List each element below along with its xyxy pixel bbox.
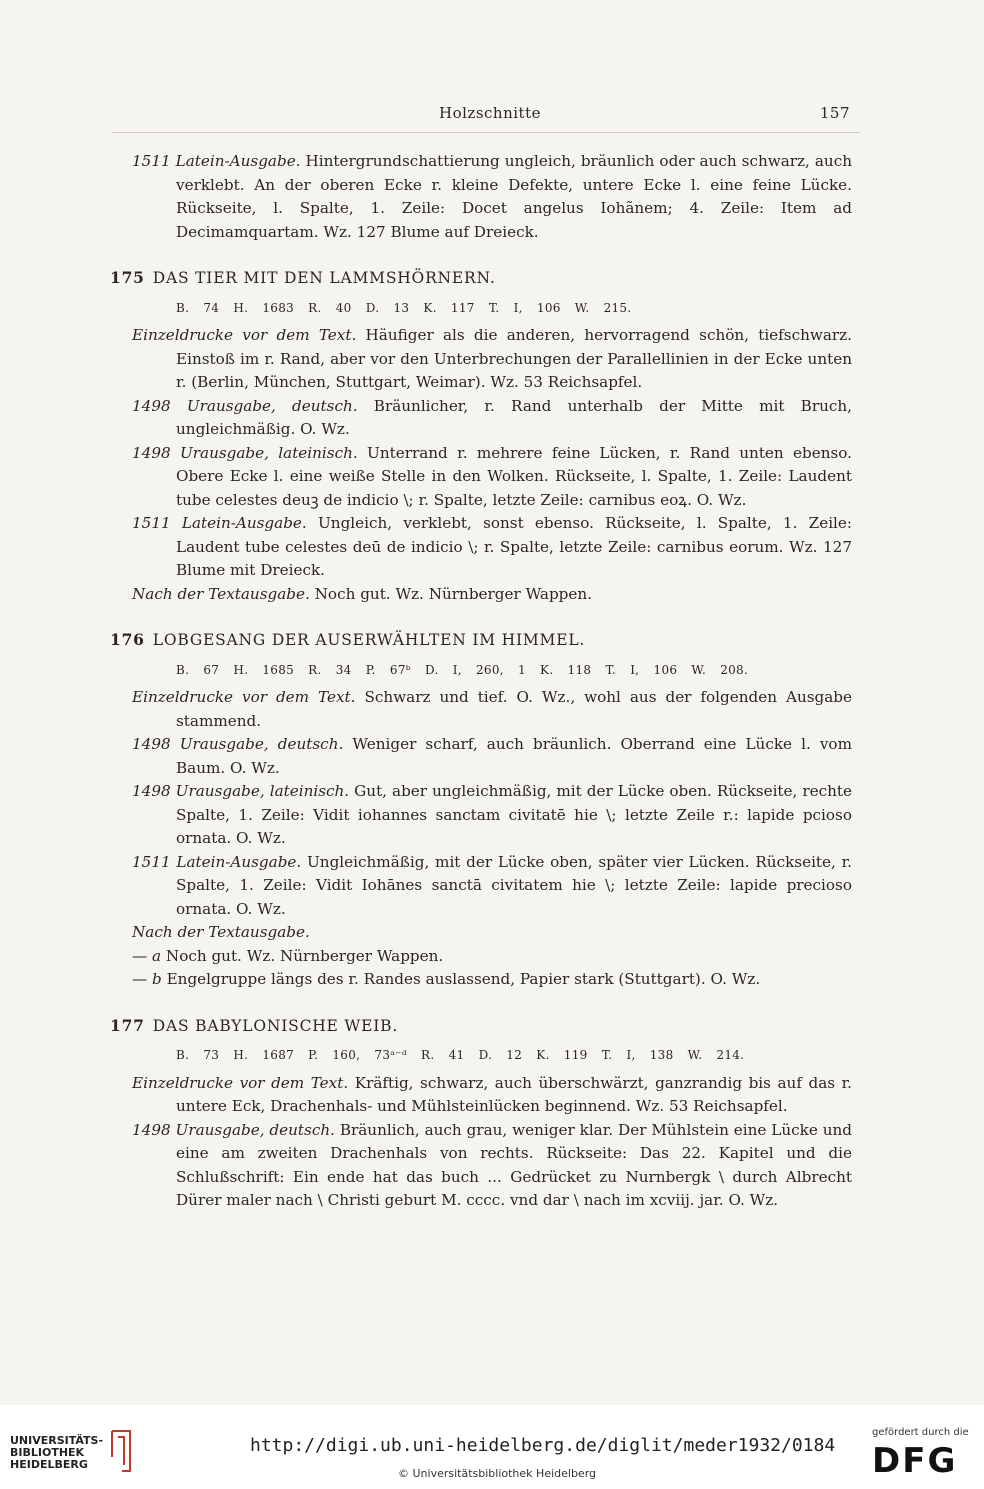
copyright: © Universitätsbibliothek Heidelberg xyxy=(398,1467,597,1480)
intro-text: Hintergrundschattierung ungleich, bräunlich oder auch schwarz, auch verklebt. An der oberen Ecke r. kleine Defekte, untere Ecke l. eine feine Lücke. Rückseite, l. Spalte, 1. Zeile: Docet angelus Iohãnem; 4. Zeile: Item ad Decimamquartam. Wz. 127 Blume auf Dreieck. xyxy=(176,152,853,241)
header-rule xyxy=(112,132,860,133)
entry-references: B. 74 H. 1683 R. 40 D. 13 K. 117 T. I, 106 W. 215. xyxy=(176,300,632,315)
paragraph-lead: 1498 Urausgabe, deutsch. xyxy=(132,396,358,415)
paragraph-lead: 1498 Urausgabe, deutsch. xyxy=(132,1120,335,1139)
entry-heading xyxy=(110,266,852,291)
entry-paragraph xyxy=(132,512,852,583)
paragraph-text: Kräftig, schwarz, auch überschwärzt, ganzrandig bis auf das r. untere Eck, Drachenhals- und Mühlsteinlücken beginnend. Wz. 53 Reichsapfel. xyxy=(176,1073,853,1115)
entry-title: DAS BABYLONISCHE WEIB. xyxy=(152,1016,399,1035)
entry-heading xyxy=(110,628,852,653)
entry-paragraph xyxy=(132,1119,852,1213)
paragraph-text: Gut, aber ungleichmäßig, mit der Lücke oben. Rückseite, rechte Spalte, 1. Zeile: Vidit iohannes sanctam civitatē hie \; letzte Zeile r.: lapide pcioso ornata. O. Wz. xyxy=(176,782,852,847)
paragraph-text: Weniger scharf, auch bräunlich. Oberrand eine Lücke l. vom Baum. O. Wz. xyxy=(176,735,852,777)
paragraph-text: Bräunlich, auch grau, weniger klar. Der Mühlstein eine Lücke und eine am zweiten Drachenhals von rechts. Rückseite: Das 22. Kapitel und die Schlußschrift: Ein ende hat das buch ... Gedrücket zu Nurnbergk \ durch Albrecht Dürer maler nach \ Christi geburt M. cccc. vnd dar \ nach im xcviij. jar. O. Wz. xyxy=(176,1120,852,1209)
entry-paragraph xyxy=(132,733,852,780)
entry-title: LOBGESANG DER AUSERWÄHLTEN IM HIMMEL. xyxy=(152,631,586,649)
paragraph-lead: 1498 Urausgabe, deutsch. xyxy=(132,735,344,753)
entry-paragraph xyxy=(132,686,852,733)
footer xyxy=(0,1405,984,1489)
permalink-url[interactable]: http://digi.ub.uni-heidelberg.de/diglit/meder1932/0184 xyxy=(250,1435,836,1456)
running-title: Holzschnitte xyxy=(439,104,541,122)
paragraph-lead: — a xyxy=(132,946,162,965)
paragraph-text: Bräunlicher, r. Rand unterhalb der Mitte mit Bruch, ungleichmäßig. O. Wz. xyxy=(176,396,852,438)
entry-paragraph xyxy=(132,921,852,945)
institution-logo-text: UNIVERSITÄTS- BIBLIOTHEK HEIDELBERG xyxy=(10,1434,104,1471)
paragraph-text: Engelgruppe längs des r. Randes auslassend, Papier stark (Stuttgart). O. Wz. xyxy=(166,970,761,988)
entry-number: 175 xyxy=(110,268,145,287)
paragraph-text: Häufiger als die anderen, hervorragend schön, tiefschwarz. Einstoß im r. Rand, aber vor den Unterbrechungen der Parallellinien in der Ecke unten r. (Berlin, München, Stuttgart, Weimar). Wz. 53 Reichsapfel. xyxy=(176,326,853,391)
entry-paragraph xyxy=(132,442,852,513)
entry-number: 177 xyxy=(110,1015,145,1035)
intro-paragraph xyxy=(132,150,852,244)
paragraph-text: Noch gut. Wz. Nürnberger Wappen. xyxy=(165,946,444,965)
entry-paragraph xyxy=(132,1072,852,1119)
dfg-logo: DFG xyxy=(872,1441,958,1481)
entry-paragraph xyxy=(132,945,852,969)
paragraph-lead: Nach der Textausgabe. xyxy=(132,584,310,603)
entry-title: DAS TIER MIT DEN LAMMSHÖRNERN. xyxy=(152,269,496,287)
page-number: 157 xyxy=(819,104,850,122)
paragraph-lead: 1511 Latein-Ausgabe. xyxy=(132,514,307,532)
paragraph-lead: Einzeldrucke vor dem Text. xyxy=(132,326,357,344)
paragraph-lead: Nach der Textausgabe. xyxy=(132,923,310,941)
paragraph-lead: 1498 Urausgabe, lateinisch. xyxy=(132,782,350,800)
intro-lead: 1511 Latein-Ausgabe. xyxy=(132,152,301,170)
library-logo-icon xyxy=(108,1427,138,1475)
entry-paragraph xyxy=(132,780,852,851)
entry-heading xyxy=(110,1014,852,1039)
entry-number: 176 xyxy=(110,630,145,649)
paragraph-text: Noch gut. Wz. Nürnberger Wappen. xyxy=(314,584,592,603)
entry-paragraph xyxy=(132,583,852,607)
entry-references: B. 73 H. 1687 P. 160, 73ᵃ⁻ᵈ R. 41 D. 12 K. 119 T. I, 138 W. 214. xyxy=(176,1048,745,1062)
paragraph-lead: Einzeldrucke vor dem Text. xyxy=(132,1073,349,1092)
paragraph-text: Schwarz und tief. O. Wz., wohl aus der folgenden Ausgabe stammend. xyxy=(176,688,853,730)
entry-paragraph xyxy=(132,324,852,395)
entry-paragraph xyxy=(132,395,852,442)
running-head xyxy=(120,104,860,128)
body-text xyxy=(110,150,853,1213)
paragraph-text: Ungleich, verklebt, sonst ebenso. Rückseite, l. Spalte, 1. Zeile: Laudent tube celestes deū de indicio \; r. Spalte, letzte Zeile: carnibus eorum. Wz. 127 Blume mit Dreieck. xyxy=(176,514,853,579)
entry-paragraph xyxy=(132,968,852,992)
paragraph-lead: 1498 Urausgabe, lateinisch. xyxy=(132,443,358,462)
funding-note: gefördert durch die xyxy=(872,1427,969,1438)
entry-references: B. 67 H. 1685 R. 34 P. 67ᵇ D. I, 260, 1 K. 118 T. I, 106 W. 208. xyxy=(176,662,749,677)
paragraph-lead: Einzeldrucke vor dem Text. xyxy=(132,688,356,706)
entry-paragraph xyxy=(132,851,852,922)
paragraph-text: Unterrand r. mehrere feine Lücken, r. Rand unten ebenso. Obere Ecke l. eine weiße Stelle in den Wolken. Rückseite, l. Spalte, 1. Zeile: Laudent tube celestes deuꝫ de indicio \; r. Spalte, letzte Zeile: carnibus eoꝝ. O. Wz. xyxy=(176,443,853,509)
paragraph-lead: — b xyxy=(132,970,162,988)
paragraph-text: Ungleichmäßig, mit der Lücke oben, später vier Lücken. Rückseite, r. Spalte, 1. Zeile: Vidit Iohānes sanctā civitatem hie \; letzte Zeile: lapide precioso ornata. O. Wz. xyxy=(176,852,852,918)
paragraph-lead: 1511 Latein-Ausgabe. xyxy=(132,852,302,871)
